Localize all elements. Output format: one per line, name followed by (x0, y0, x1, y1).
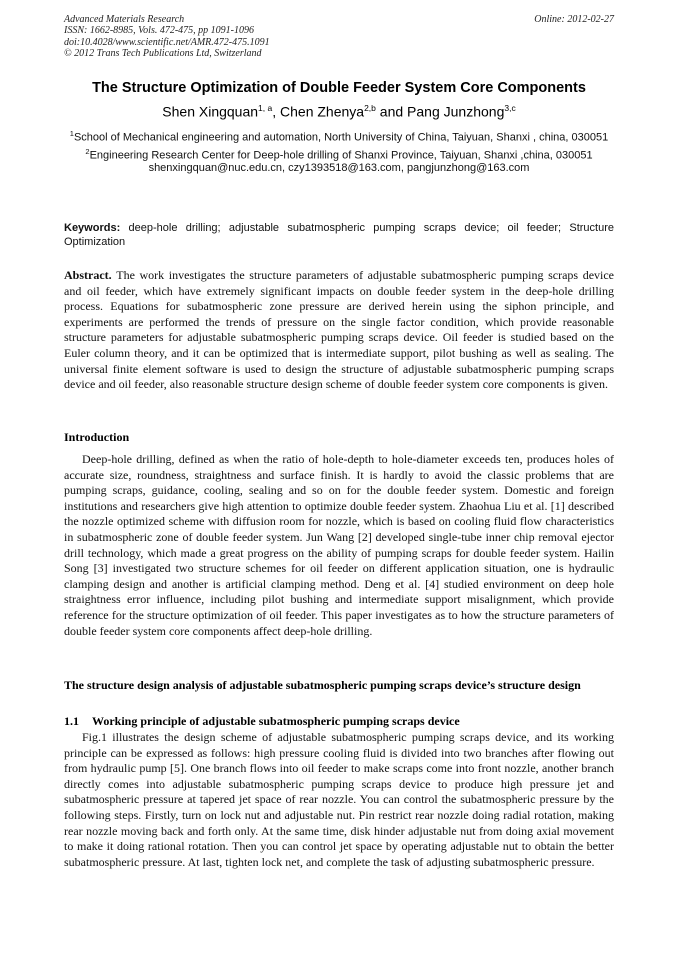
doi-line: doi:10.4028/www.scientific.net/AMR.472-475.1091 (64, 36, 270, 48)
affiliation (64, 127, 614, 145)
author-affil-mark: 1, a (258, 103, 273, 113)
affiliation-mark: 2 (85, 146, 90, 156)
abstract-text: The work investigates the structure parameters of adjustable subatmospheric pumping scraps device and oil feeder, which have extremely significant impacts on double feeder system in the deep-hole drilling process. Equations for subatmospheric zone pressure are derived herein using the siphon principle, and experiments are performed the trends of pressure on the single factor condition, which provide reasonable structure parameters for adjustable subatmospheric pumping scraps device. Oil feeder is studied based on the Euler column theory, and it can be optimized that is intermediate support, pilot bushing as well as sealing. The universal finite element software is used to design the structure of adjustable subatmospheric pumping scraps device and oil feeder, also reasonable structure design scheme of double feeder system core components is given. (64, 268, 615, 392)
subsection-title: Working principle of adjustable subatmospheric pumping scraps device (92, 714, 460, 728)
affiliation-mark: 1 (69, 129, 74, 138)
affiliations (64, 127, 614, 175)
section-heading-structure: The structure design analysis of adjustable subatmospheric pumping scraps device’s structure design (64, 678, 581, 692)
author-emails: shenxingquan@nuc.edu.cn, czy1393518@163.com, pangjunzhong@163.com (148, 162, 530, 175)
publication-info (64, 14, 484, 60)
abstract-label: Abstract. (64, 268, 112, 282)
abstract (64, 268, 614, 393)
author-separator: , (272, 103, 281, 120)
journal-name: Advanced Materials Research (64, 14, 185, 25)
keywords (64, 222, 614, 249)
subsection-number: 1.1 (64, 714, 79, 728)
paper-title: The Structure Optimization of Double Feeder System Core Components (92, 80, 586, 96)
author-name: Pang Junzhong (407, 103, 505, 120)
affiliation (64, 145, 614, 163)
author-separator: and (375, 103, 408, 120)
author-name: Shen Xingquan (162, 103, 259, 120)
section-heading-introduction: Introduction (64, 430, 130, 444)
author-line (40, 103, 638, 120)
author-name: Chen Zhenya (280, 103, 365, 120)
subsection-heading (64, 714, 614, 730)
keywords-label: Keywords: (64, 222, 121, 234)
online-date: Online: 2012-02-27 (534, 14, 614, 25)
issn-line: ISSN: 1662-8985, Vols. 472-475, pp 1091-1096 (64, 25, 254, 37)
copyright-line: © 2012 Trans Tech Publications Ltd, Switzerland (64, 48, 262, 60)
affiliation-text: School of Mechanical engineering and automation, North University of China, Taiyuan, Shanxi , china, 030051 (73, 131, 609, 144)
author-affil-mark: 2,b (364, 103, 376, 113)
introduction-text: Deep-hole drilling, defined as when the ratio of hole-depth to hole-diameter exceeds ten, produces holes of accurate size, roundness, straightness and surface finish. It is hardly to avoid the classic problems that are pumping scraps, guidance, cooling, sealing and so on for the double feeder system. Domestic and foreign institutions and researchers give high attention to optimize double feeder system. Zhaohua Liu et al. [1] described the nozzle optimized scheme with diffusion room for nozzle, which is based on cooling fluid flow characteristics in subatmospheric zone of double feeder system. Jun Wang [2] developed single-tube inner chip removal ejector drill technology, which made a great progress on the ability of pumping scraps for double feeder system. Hailin Song [3] investigated two structure schemes for oil feeder on different application situation, one is hydraulic clamping design and another is artificial clamping method. Deng et al. [4] studied environment on deep hole straightness error influence, including pilot bushing and intermediate support misalignment, which provide reference for the structure optimization of oil feeder. This paper investigates as to how the structure parameters of double feeder system core components affect deep-hole drilling. (64, 452, 614, 638)
working-principle-text: Fig.1 illustrates the design scheme of adjustable subatmospheric pumping scraps device, and its working principle can be expressed as follows: high pressure cooling fluid is divided into two branches after flowing out from hydraulic pump [5]. One branch flows into oil feeder to make scraps come into front nozzle, another branch directly comes into adjustable subatmospheric pumping scraps device to produce high pressure jet and subatmospheric pressure at tapered jet space of rear nozzle. You can control the subatmospheric pressure by the following steps. Firstly, turn on lock nut and adjustable nut. Pin restrict rear nozzle doing radial rotation, making rear nozzle moving back and forth only. At the same time, disk hinder adjustable nut from doing axial movement to make it doing rational rotation. Then you can control jet space by operating adjustable nut to obtain the better subatmospheric pressure. At last, tighten lock net, and complete the task of adjusting subatmospheric pressure. (64, 730, 614, 869)
author-affil-mark: 3,c (504, 103, 516, 113)
keywords-text: deep-hole drilling; adjustable subatmospheric pumping scraps device; oil feeder; Structure Optimization (64, 222, 614, 248)
affiliation-text: Engineering Research Center for Deep-hole drilling of Shanxi Province, Taiyuan, Shanxi ,china, 030051 (89, 149, 593, 162)
